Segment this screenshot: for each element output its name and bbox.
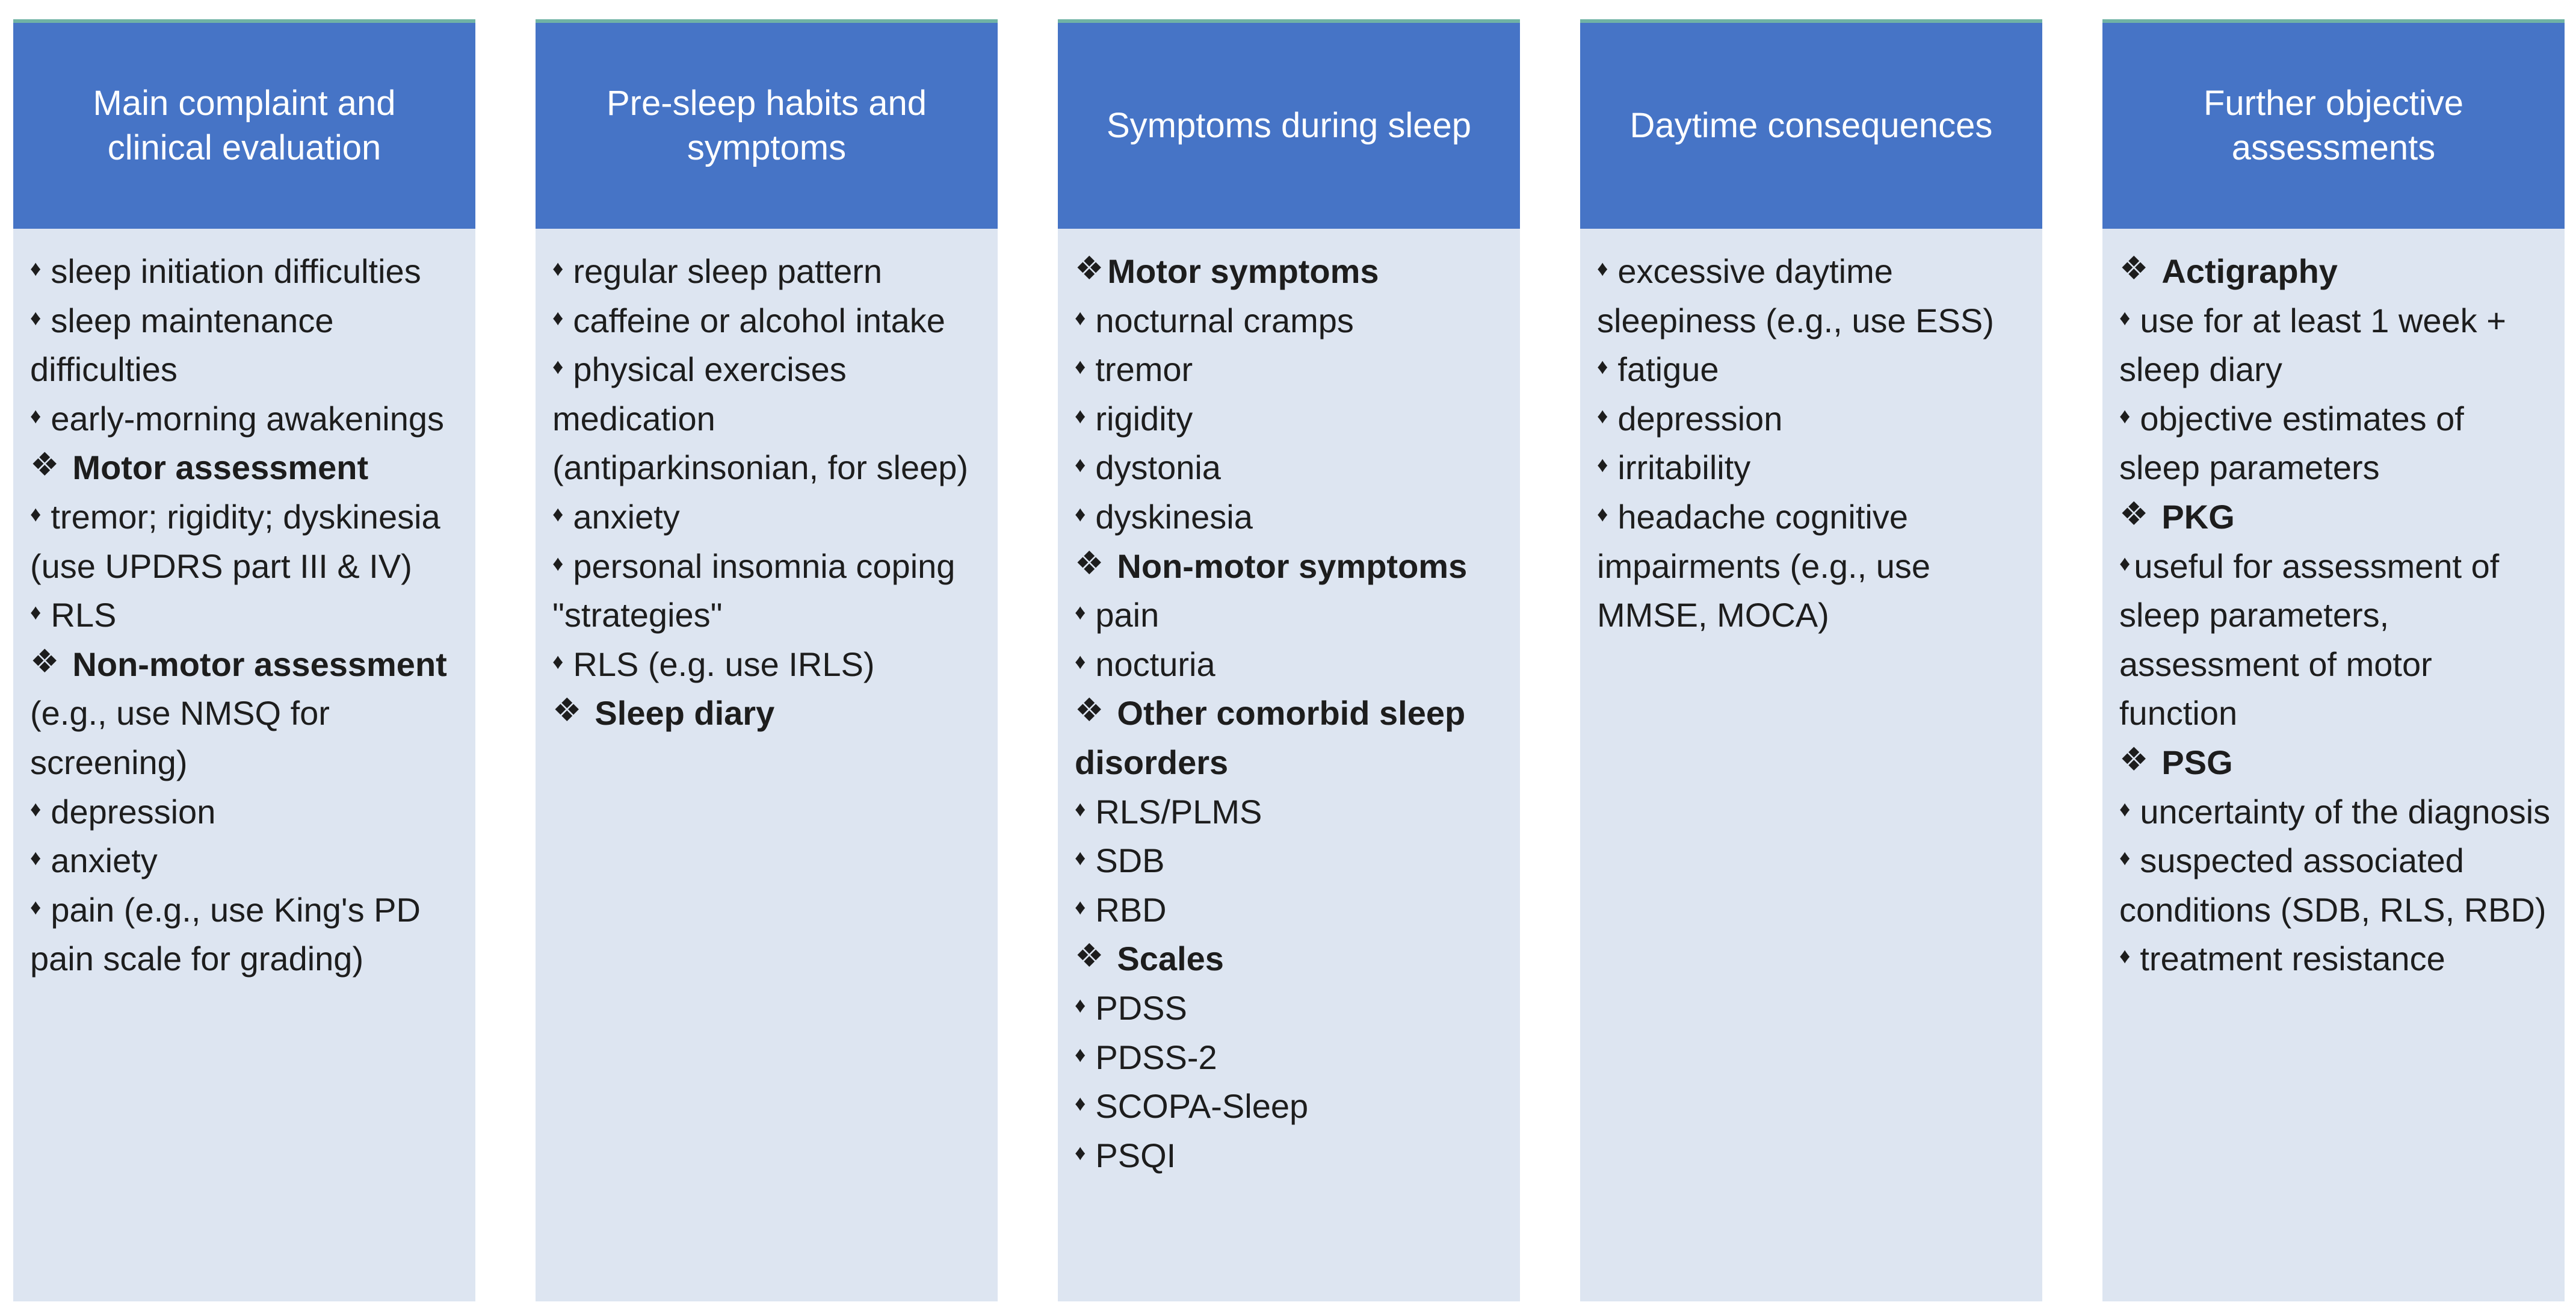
list-item [30, 787, 463, 837]
item-text: use for at least 1 week + sleep diary [2119, 301, 2506, 389]
list-item [30, 247, 463, 296]
section-heading [1075, 542, 1508, 591]
list-item [1075, 1131, 1508, 1180]
diamond-heading-icon: ❖ [1075, 250, 1104, 287]
list-item [1597, 394, 2030, 444]
item-text: RBD [1095, 890, 1167, 929]
item-text: nocturia [1095, 645, 1215, 683]
list-item [30, 590, 463, 640]
item-text: pain (e.g., use King's PD pain scale for grading) [30, 890, 421, 978]
section-heading [552, 689, 986, 738]
diamond-bullet-icon: ♦ [1597, 501, 1608, 526]
item-text: Scales [1117, 940, 1224, 978]
list-item [552, 296, 986, 346]
diamond-bullet-icon: ♦ [1075, 452, 1086, 477]
list-item [1597, 492, 2030, 640]
diamond-bullet-icon: ♦ [552, 648, 564, 674]
diamond-bullet-icon: ♦ [1075, 305, 1086, 330]
column-during-sleep [1058, 19, 1520, 1301]
diamond-bullet-icon: ♦ [2119, 796, 2131, 821]
diamond-bullet-icon: ♦ [1075, 1041, 1086, 1067]
section-heading [30, 640, 463, 787]
diamond-bullet-icon: ♦ [1075, 1139, 1086, 1165]
diamond-heading-icon: ❖ [1075, 545, 1104, 581]
item-text: PSQI [1095, 1136, 1176, 1174]
item-text: Actigraphy [2161, 252, 2338, 290]
list-item [552, 542, 986, 640]
section-heading [2119, 738, 2553, 787]
diamond-bullet-icon: ♦ [1075, 354, 1086, 379]
item-text: PSG [2161, 743, 2233, 781]
column-header: Pre-sleep habits and symptoms [536, 19, 998, 229]
item-text: objective estimates of sleep parameters [2119, 399, 2464, 487]
diamond-heading-icon: ❖ [2119, 741, 2149, 778]
item-text: RLS/PLMS [1095, 792, 1262, 831]
diamond-bullet-icon: ♦ [552, 501, 564, 526]
diamond-bullet-icon: ♦ [1597, 256, 1608, 281]
diamond-bullet-icon: ♦ [30, 600, 42, 625]
list-item [2119, 934, 2553, 984]
list-item [1075, 885, 1508, 935]
list-item [30, 836, 463, 885]
item-text: dyskinesia [1095, 497, 1253, 536]
item-text: useful for assessment of sleep parameters, assessment of motor function [2119, 547, 2500, 733]
item-text: rigidity [1095, 399, 1193, 438]
column-body [552, 247, 986, 738]
item-text: PKG [2161, 497, 2235, 536]
item-text: headache cognitive impairments (e.g., use MMSE, MOCA) [1597, 497, 1930, 634]
diamond-bullet-icon: ♦ [1597, 354, 1608, 379]
diamond-bullet-icon: ♦ [1075, 648, 1086, 674]
section-heading [2119, 247, 2553, 296]
column-body [1597, 247, 2030, 640]
item-text: depression [1617, 399, 1783, 438]
column-body [30, 247, 463, 984]
column-header: Further objective assessments [2102, 19, 2565, 229]
diamond-bullet-icon: ♦ [552, 550, 564, 575]
list-item [2119, 787, 2553, 837]
diamond-heading-icon: ❖ [552, 692, 582, 729]
column-body [2119, 247, 2553, 984]
list-item [1075, 492, 1508, 542]
item-text: excessive daytime sleepiness (e.g., use ESS) [1597, 252, 1994, 339]
diamond-bullet-icon: ♦ [30, 894, 42, 919]
item-text: early-morning awakenings [51, 399, 445, 438]
item-text: RLS [51, 596, 117, 634]
diamond-heading-icon: ❖ [2119, 250, 2149, 287]
diamond-bullet-icon: ♦ [1075, 845, 1086, 870]
item-text: dystonia [1095, 448, 1221, 487]
item-text: Non-motor assessment [72, 645, 447, 683]
item-text: anxiety [573, 497, 680, 536]
item-text: depression [51, 792, 216, 831]
diamond-bullet-icon: ♦ [1075, 1091, 1086, 1116]
diamond-bullet-icon: ♦ [30, 845, 42, 870]
list-item [552, 247, 986, 296]
diamond-bullet-icon: ♦ [1075, 600, 1086, 625]
item-text: tremor [1095, 350, 1193, 389]
item-text: Motor symptoms [1107, 252, 1379, 290]
list-item [1075, 836, 1508, 885]
item-text: Non-motor symptoms [1117, 547, 1468, 585]
column-pre-sleep [536, 19, 998, 1301]
diamond-bullet-icon: ♦ [1075, 894, 1086, 919]
list-item [2119, 296, 2553, 394]
diamond-heading-icon: ❖ [2119, 495, 2149, 532]
list-item [2119, 394, 2553, 492]
item-text: SDB [1095, 842, 1165, 880]
item-text: suspected associated conditions (SDB, RLS, RBD) [2119, 842, 2547, 929]
diamond-bullet-icon: ♦ [30, 256, 42, 281]
column-daytime [1580, 19, 2042, 1301]
diamond-bullet-icon: ♦ [1075, 403, 1086, 428]
diamond-bullet-icon: ♦ [1075, 796, 1086, 821]
diamond-bullet-icon: ♦ [2119, 943, 2131, 969]
section-heading [30, 443, 463, 492]
diamond-bullet-icon: ♦ [1597, 452, 1608, 477]
item-text: uncertainty of the diagnosis [2140, 792, 2551, 831]
column-header: Symptoms during sleep [1058, 19, 1520, 229]
diamond-bullet-icon: ♦ [552, 305, 564, 330]
list-item [552, 640, 986, 689]
diamond-heading-icon: ❖ [30, 447, 60, 483]
column-body [1075, 247, 1508, 1180]
item-text: nocturnal cramps [1095, 301, 1354, 339]
column-header: Main complaint and clinical evaluation [13, 19, 475, 229]
list-item [1075, 443, 1508, 492]
diamond-bullet-icon: ♦ [30, 796, 42, 821]
item-text: sleep maintenance difficulties [30, 301, 334, 389]
section-heading [2119, 492, 2553, 542]
diamond-bullet-icon: ♦ [2119, 845, 2131, 870]
diamond-bullet-icon: ♦ [30, 305, 42, 330]
diamond-heading-icon: ❖ [30, 643, 60, 680]
list-item [2119, 836, 2553, 934]
item-text: regular sleep pattern [573, 252, 883, 290]
item-text: RLS (e.g. use IRLS) [573, 645, 875, 683]
item-text: anxiety [51, 842, 158, 880]
list-item [1075, 590, 1508, 640]
list-item [1075, 1082, 1508, 1131]
item-text: physical exercises medication (antiparkinsonian, for sleep) [552, 350, 969, 487]
item-suffix-text: (e.g., use NMSQ for screening) [30, 694, 330, 781]
list-item [1597, 247, 2030, 345]
column-objective [2102, 19, 2565, 1301]
section-heading [1075, 934, 1508, 984]
diamond-bullet-icon: ♦ [2119, 305, 2131, 330]
item-text: caffeine or alcohol intake [573, 301, 945, 339]
item-text: Other comorbid sleep disorders [1075, 694, 1466, 781]
item-text: irritability [1617, 448, 1751, 487]
column-header: Daytime consequences [1580, 19, 2042, 229]
list-item [2119, 542, 2553, 738]
diamond-bullet-icon: ♦ [2119, 550, 2131, 575]
list-item [1075, 345, 1508, 394]
item-text: fatigue [1617, 350, 1719, 389]
section-heading [1075, 247, 1508, 296]
diamond-bullet-icon: ♦ [552, 256, 564, 281]
list-item [1075, 296, 1508, 346]
diamond-bullet-icon: ♦ [2119, 403, 2131, 428]
item-text: treatment resistance [2140, 940, 2445, 978]
list-item [1075, 984, 1508, 1033]
list-item [30, 492, 463, 590]
list-item [30, 296, 463, 394]
item-text: sleep initiation difficulties [51, 252, 421, 290]
list-item [552, 492, 986, 542]
item-text: pain [1095, 596, 1160, 634]
diamond-bullet-icon: ♦ [1075, 992, 1086, 1017]
item-text: PDSS [1095, 988, 1187, 1027]
column-main-complaint [13, 19, 475, 1301]
list-item [1075, 1033, 1508, 1082]
list-item [30, 885, 463, 984]
list-item [1075, 394, 1508, 444]
diamond-bullet-icon: ♦ [1597, 403, 1608, 428]
list-item [1075, 787, 1508, 837]
item-text: personal insomnia coping "strategies" [552, 547, 956, 634]
list-item [1597, 443, 2030, 492]
diamond-bullet-icon: ♦ [1075, 501, 1086, 526]
list-item [30, 394, 463, 444]
item-text: Motor assessment [72, 448, 369, 487]
diamond-heading-icon: ❖ [1075, 692, 1104, 729]
item-text: SCOPA-Sleep [1095, 1087, 1309, 1126]
list-item [552, 345, 986, 492]
list-item [1597, 345, 2030, 394]
section-heading [1075, 689, 1508, 787]
item-text: PDSS-2 [1095, 1038, 1217, 1076]
list-item [1075, 640, 1508, 689]
diamond-bullet-icon: ♦ [30, 501, 42, 526]
item-text: tremor; rigidity; dyskinesia (use UPDRS part III & IV) [30, 497, 440, 585]
diamond-bullet-icon: ♦ [552, 354, 564, 379]
item-text: Sleep diary [595, 694, 775, 733]
diamond-bullet-icon: ♦ [30, 403, 42, 428]
diamond-heading-icon: ❖ [1075, 938, 1104, 975]
